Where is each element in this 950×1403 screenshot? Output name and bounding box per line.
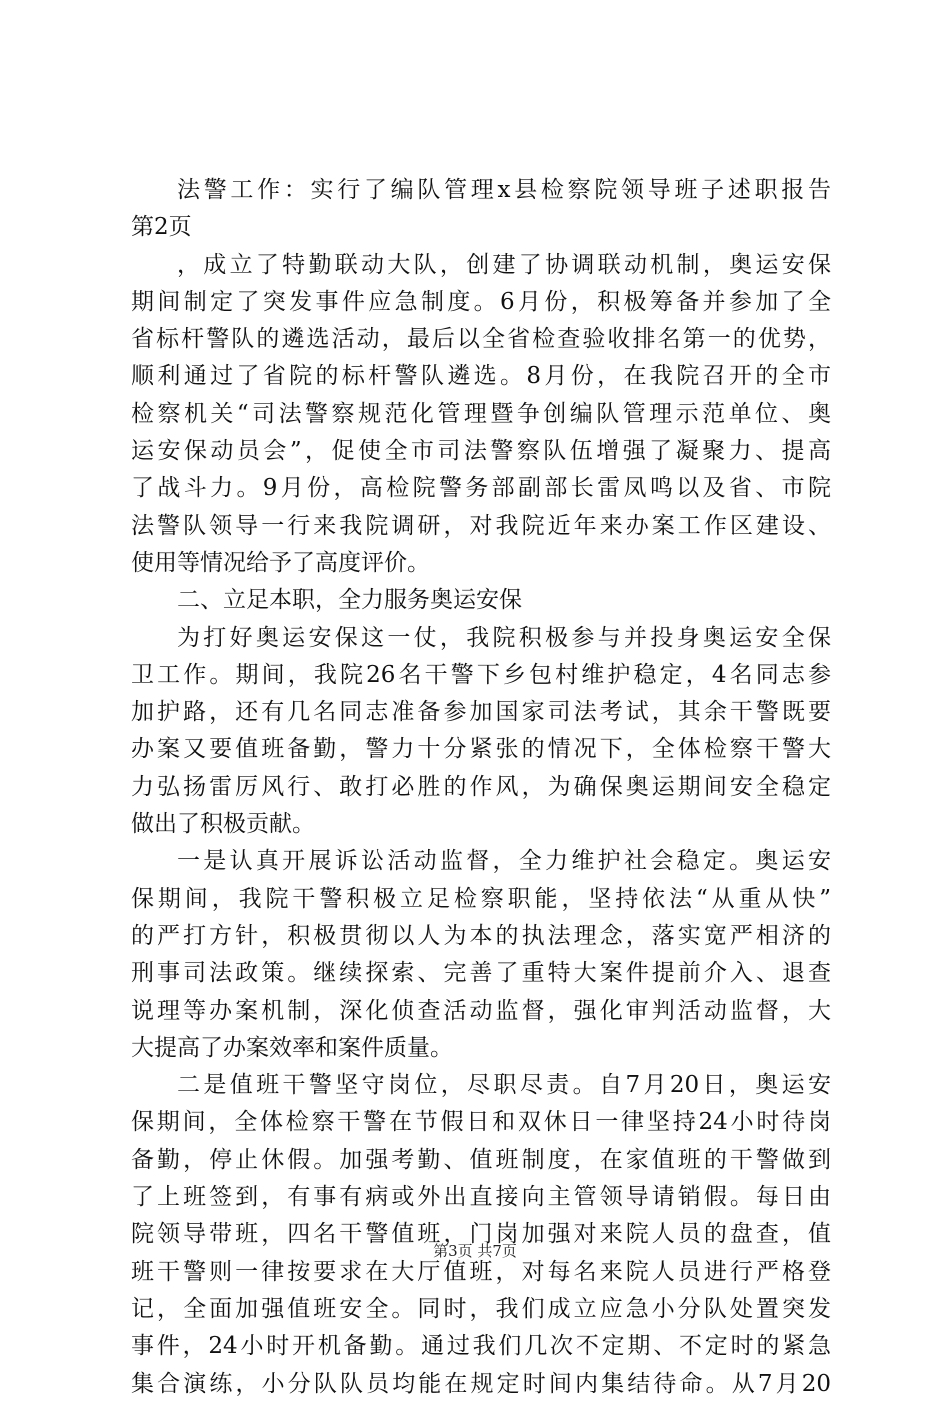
text-line: 为打好奥运安保这一仗，我院积极参与并投身奥运安全保 <box>177 624 831 651</box>
text-line: 省标杆警队的遴选活动，最后以全省检查验收排名第一的优势， <box>131 326 831 353</box>
text-line: 班干警则一律按要求在大厅值班，对每名来院人员进行严格登 <box>131 1258 831 1285</box>
text-line: 使用等情况给予了高度评价。 <box>131 549 430 576</box>
text-line: 了战斗力。9月份，高检院警务部副部长雷凤鸣以及省、市院 <box>131 475 831 502</box>
page-footer: 第3页 共7页 <box>433 1242 517 1260</box>
text-line: 加护路，还有几名同志准备参加国家司法考试，其余干警既要 <box>131 699 831 726</box>
text-line: 法警工作：实行了编队管理x县检察院领导班子述职报告 <box>177 177 831 203</box>
text-line: 院领导带班，四名干警值班，门岗加强对来院人员的盘查，值 <box>131 1221 831 1248</box>
text-line: 一是认真开展诉讼活动监督，全力维护社会稳定。奥运安 <box>177 848 831 875</box>
text-line: 保期间，全体检察干警在节假日和双休日一律坚持24小时待岗 <box>131 1109 831 1136</box>
text-line: 集合演练，小分队队员均能在规定时间内集结待命。从7月20 <box>131 1370 831 1397</box>
text-line: 检察机关“司法警察规范化管理暨争创编队管理示范单位、奥 <box>131 400 831 427</box>
text-line: 二、立足本职，全力服务奥运安保 <box>177 587 522 614</box>
text-line: 刑事司法政策。继续探索、完善了重特大案件提前介入、退查 <box>131 960 831 987</box>
text-line: 记，全面加强值班安全。同时，我们成立应急小分队处置突发 <box>131 1295 831 1322</box>
text-line: ，成立了特勤联动大队，创建了协调联动机制，奥运安保 <box>177 251 831 278</box>
text-line: 事件，24小时开机备勤。通过我们几次不定期、不定时的紧急 <box>131 1333 831 1360</box>
text-line: 了上班签到，有事有病或外出直接向主管领导请销假。每日由 <box>131 1184 831 1211</box>
text-line: 顺利通过了省院的标杆警队遴选。8月份，在我院召开的全市 <box>131 363 831 390</box>
text-line: 第2页 <box>131 214 192 241</box>
text-line: 的严打方针，积极贯彻以人为本的执法理念，落实宽严相济的 <box>131 922 831 949</box>
text-line: 说理等办案机制，深化侦查活动监督，强化审判活动监督，大 <box>131 997 831 1024</box>
text-line: 做出了积极贡献。 <box>131 811 315 838</box>
text-line: 卫工作。期间，我院26名干警下乡包村维护稳定，4名同志参 <box>131 661 831 688</box>
text-line: 大提高了办案效率和案件质量。 <box>131 1034 453 1061</box>
text-line: 法警队领导一行来我院调研，对我院近年来办案工作区建设、 <box>131 512 831 539</box>
text-line: 期间制定了突发事件应急制度。6月份，积极筹备并参加了全 <box>131 288 831 315</box>
document-body <box>131 172 831 1403</box>
text-line: 二是值班干警坚守岗位，尽职尽责。自7月20日，奥运安 <box>177 1072 831 1099</box>
text-line: 运安保动员会”，促使全市司法警察队伍增强了凝聚力、提高 <box>131 438 831 465</box>
text-line: 保期间，我院干警积极立足检察职能，坚持依法“从重从快” <box>131 885 831 912</box>
text-line: 备勤，停止休假。加强考勤、值班制度，在家值班的干警做到 <box>131 1146 831 1173</box>
text-line: 力弘扬雷厉风行、敢打必胜的作风，为确保奥运期间安全稳定 <box>131 773 831 800</box>
text-line: 办案又要值班备勤，警力十分紧张的情况下，全体检察干警大 <box>131 736 831 763</box>
